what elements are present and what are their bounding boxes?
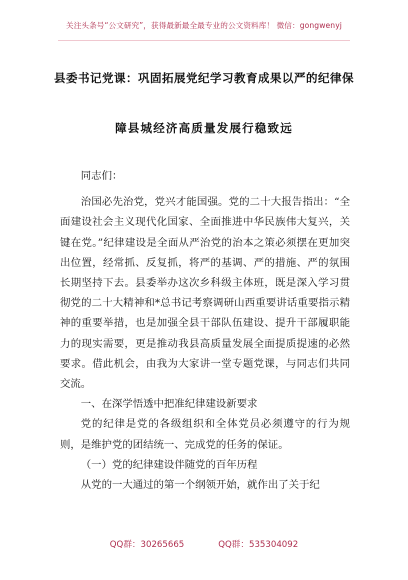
subsection-heading: （一）党的纪律建设伴随党的百年历程	[80, 458, 258, 471]
footer-qq-group-1: QQ群：30265665	[109, 540, 185, 550]
document-body	[60, 166, 350, 495]
body-paragraph: 治国必先治党，党兴才能国强。党的二十大报告指出：“全面建设社会主义现代化国家、全面推进中华民族伟大复兴，关键在党。”纪律建设是全面从严治党的治本之策必须摆在更加突出位置，经常抓、反复抓，将严的基调、严的措施、严的氛围长期坚持下去。县委举办这次乡科级主体班，既是深入学习贯彻党的二十大精神和*总书记考察调研山西重要讲话重要指示精神的重要举措，也是加强全县干部队伍建设、提升干部履职能力的现实需要，更是推动我县高质量发展全面提质提速的必然要求。借此机会，由我为大家讲一堂专题党课，与同志们共同交流。	[60, 196, 350, 391]
section-heading: 一、在深学悟透中把准纪律建设新要求	[80, 398, 258, 411]
promo-banner: 关注头条号“公文研究”，获得最新最全最专业的公文资料库！ 微信：gongwenyj	[66, 21, 342, 30]
salutation: 同志们：	[80, 170, 123, 182]
footer-qq-group-2: QQ群：535304092	[218, 540, 299, 550]
banner-divider	[58, 40, 350, 41]
body-paragraph: 从党的一大通过的第一个纲领开始，就作出了关于纪	[80, 479, 320, 492]
document-title-line-2: 障县城经济高质量发展行稳致远	[115, 121, 293, 135]
document-title-line-1: 县委书记党课：巩固拓展党纪学习教育成果以严的纪律保	[54, 71, 354, 85]
body-paragraph: 党的纪律是党的各级组织和全体党员必须遵守的行为规则，是维护党的团结统一、完成党的任务的保证。	[60, 418, 350, 451]
page-footer	[0, 538, 408, 550]
